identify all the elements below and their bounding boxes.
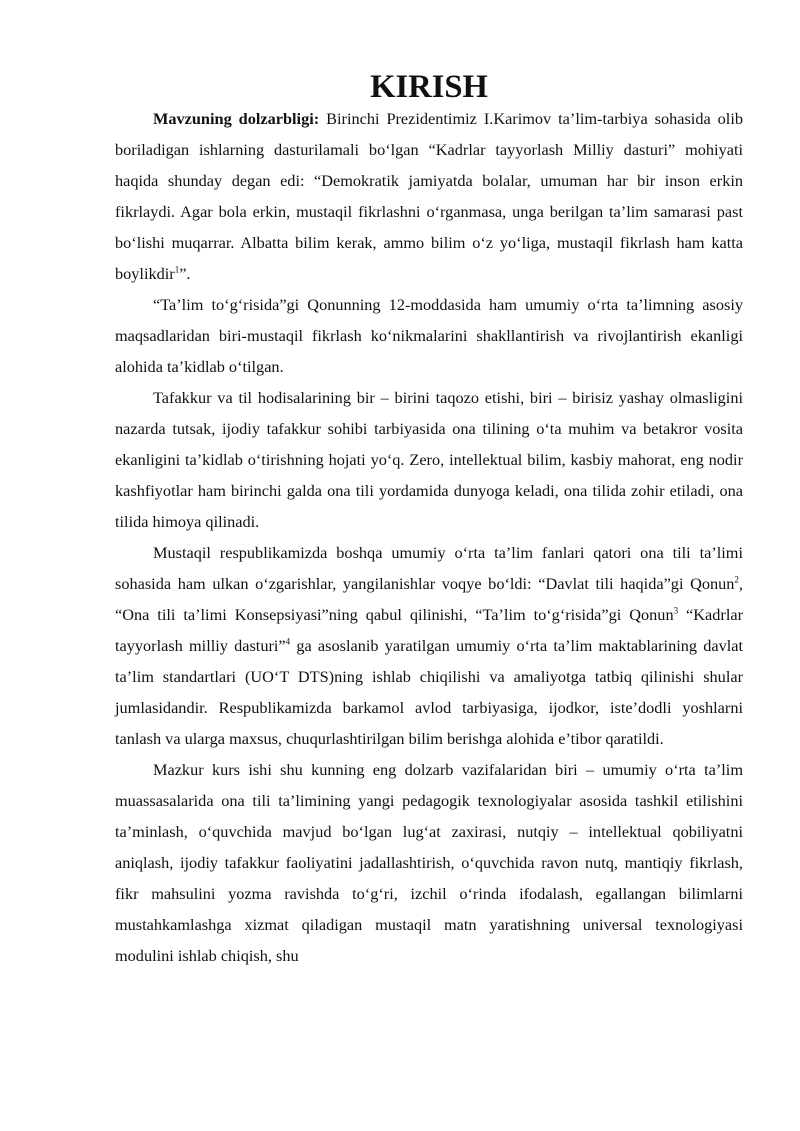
footnote-ref: 1	[174, 264, 180, 275]
paragraph-reforms	[115, 537, 743, 754]
paragraph-text: , “Ona tili ta’limi Konsepsiyasi”ning qabul qilinishi, “Ta’lim to‘g‘risida”gi Qonun	[115, 574, 743, 624]
paragraph-thinking: Tafakkur va til hodisalarining bir – birini taqozo etishi, biri – birisiz yashay olmasligini nazarda tutsak, ijodiy tafakkur sohibi tarbiyasida ona tilining o‘ta muhim va betakror vosita ekanligini ta’kidlab o‘tirishning hojati yo‘q. Zero, intellektual bilim, kasbiy mahorat, eng nodir kashfiyotlar ham birinchi galda ona tili yordamida dunyoga keladi, ona tilida zohir etiladi, ona tilida himoya qilinadi.	[115, 388, 743, 531]
paragraph-law: “Ta’lim to‘g‘risida”gi Qonunning 12-moddasida ham umumiy o‘rta ta’limning asosiy maqsadlaridan biri-mustaqil fikrlash ko‘nikmalarini shakllantirish va rivojlantirish ekanligi alohida ta’kidlab o‘tilgan.	[115, 295, 743, 376]
paragraph-text: Mustaqil respublikamizda boshqa umumiy o‘rta ta’lim fanlari qatori ona tili ta’limi sohasida ham ulkan o‘zgarishlar, yangilanishlar voqye bo‘ldi: “Davlat tili haqida”gi Qonun	[115, 543, 743, 593]
relevance-heading: Mavzuning dolzarbligi:	[153, 109, 320, 128]
footnote-ref: 2	[734, 574, 739, 585]
footnote-ref: 4	[285, 636, 291, 647]
footnote-ref: 3	[673, 605, 679, 616]
document-page	[115, 69, 743, 971]
paragraph-text: Birinchi Prezidentimiz I.Karimov ta’lim-tarbiya sohasida olib boriladigan ishlarning dasturilamali bo‘lgan “Kadrlar tayyorlash Milliy dasturi” mohiyati haqida shunday degan edi: “Demokratik jamiyatda bolalar, umuman har bir inson erkin fikrlaydi. Agar bola erkin, mustaqil fikrlashni o‘rganmasa, unga berilgan ta’lim samarasi past bo‘lishi muqarrar. Albatta bilim kerak, ammo bilim o‘z yo‘liga, mustaqil fikrlash ham katta boylikdir	[115, 109, 743, 283]
paragraph-relevance	[115, 103, 743, 289]
paragraph-text: “Kadrlar tayyorlash milliy dasturi”	[115, 605, 743, 655]
paragraph-text: ”.	[179, 264, 191, 283]
paragraph-course-goal: Mazkur kurs ishi shu kunning eng dolzarb vazifalaridan biri – umumiy o‘rta ta’lim muassasalarida ona tili ta’limining yangi pedagogik texnologiyalar asosida tashkil etilishini ta’minlash, o‘quvchida mavjud bo‘lgan lug‘at zaxirasi, nutqiy – intellektual qobiliyatni aniqlash, ijodiy tafakkur faoliyatini jadallashtirish, o‘quvchida ravon nutq, mantiqiy fikrlash, fikr mahsulini yozma ravishda to‘g‘ri, izchil o‘rinda ifodalash, egallangan bilimlarni mustahkamlashga xizmat qiladigan mustaqil matn yaratishning universal texnologiyasi modulini ishlab chiqish, shu	[115, 760, 743, 965]
page-title: KIRISH	[370, 69, 488, 105]
paragraph-text: ga asoslanib yaratilgan umumiy o‘rta ta’lim maktablarining davlat ta’lim standartlari (UO‘T DTS)ning ishlab chiqilishi va amaliyotga tatbiq qilinishi shular jumlasidandir. Respublikamizda barkamol avlod tarbiyasiga, ijodkor, iste’dodli yoshlarni tanlash va ularga maxsus, chuqurlashtirilgan bilim berishga alohida e’tibor qaratildi.	[115, 636, 743, 748]
